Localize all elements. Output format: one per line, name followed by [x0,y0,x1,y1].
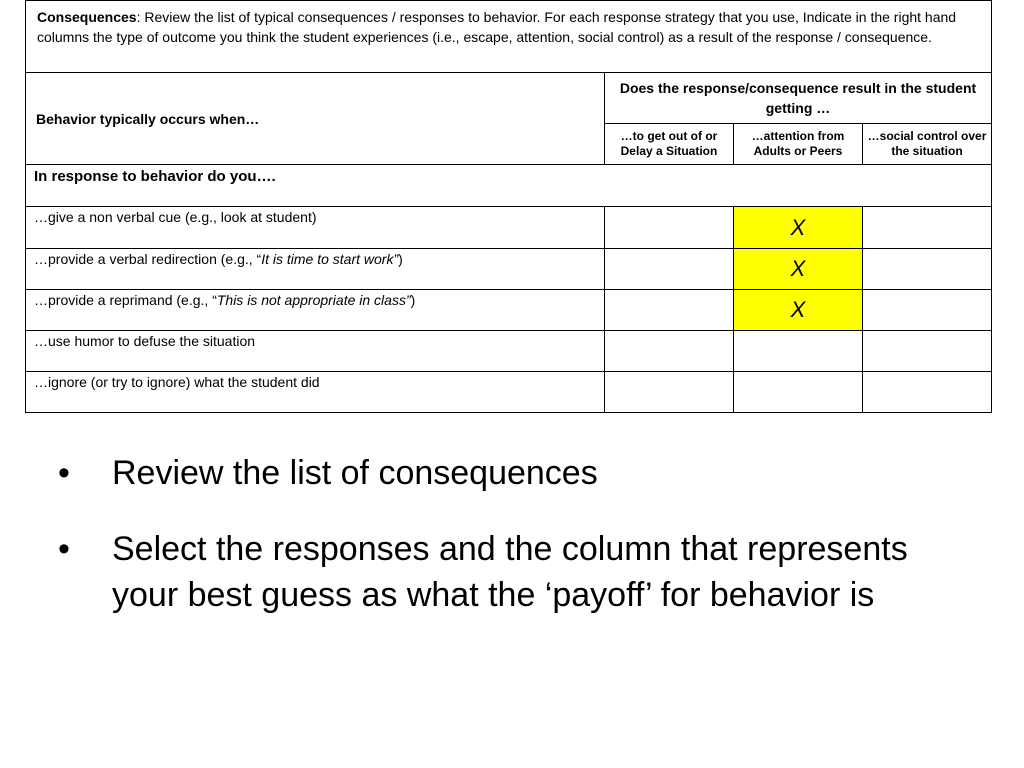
bullet-text: Review the list of consequences [112,454,598,492]
column-header-control: …social control over the situation [863,124,992,165]
table-row [26,207,992,248]
intro-text: : Review the list of typical consequences / responses to behavior. For each response strategy that you use, Indicate in the right hand columns the type of outcome you think the student experiences (i.e., escape, attention, social control) as a result of the response / consequence. [37,9,957,45]
consequences-table [25,0,992,413]
mark-cell-attention[interactable]: X [734,248,863,289]
table-row [26,330,992,371]
table-row [26,289,992,330]
response-label: …use humor to defuse the situation [26,330,605,371]
intro-cell [26,1,992,73]
mark-cell-escape[interactable] [605,371,734,412]
mark-cell-attention[interactable] [734,330,863,371]
mark-cell-control[interactable] [863,371,992,412]
mark-cell-escape[interactable] [605,207,734,248]
list-item [58,450,978,496]
table-row [26,248,992,289]
intro-label: Consequences [37,9,137,25]
mark-cell-control[interactable] [863,330,992,371]
response-label: …provide a verbal redirection (e.g., “It is time to start work”) [26,248,605,289]
mark-cell-attention[interactable] [734,371,863,412]
behavior-header: Behavior typically occurs when… [26,73,605,165]
response-label: …provide a reprimand (e.g., “This is not appropriate in class”) [26,289,605,330]
mark-cell-escape[interactable] [605,248,734,289]
response-label: …ignore (or try to ignore) what the student did [26,371,605,412]
list-item [58,526,978,618]
mark-cell-attention[interactable]: X [734,207,863,248]
response-label: …give a non verbal cue (e.g., look at student) [26,207,605,248]
section-title: In response to behavior do you…. [26,165,992,207]
mark-cell-control[interactable] [863,248,992,289]
mark-cell-escape[interactable] [605,330,734,371]
instructions-list [58,450,978,648]
bullet-dot: • [58,454,70,492]
outcome-question-header: Does the response/consequence result in the student getting … [605,73,992,124]
mark-cell-attention[interactable]: X [734,289,863,330]
mark-cell-control[interactable] [863,289,992,330]
bullet-text: Select the responses and the column that represents your best guess as what the ‘payoff’ for behavior is [112,530,908,614]
mark-cell-control[interactable] [863,207,992,248]
column-header-escape: …to get out of or Delay a Situation [605,124,734,165]
mark-cell-escape[interactable] [605,289,734,330]
column-header-attention: …attention from Adults or Peers [734,124,863,165]
table-row [26,371,992,412]
bullet-dot: • [58,530,70,568]
